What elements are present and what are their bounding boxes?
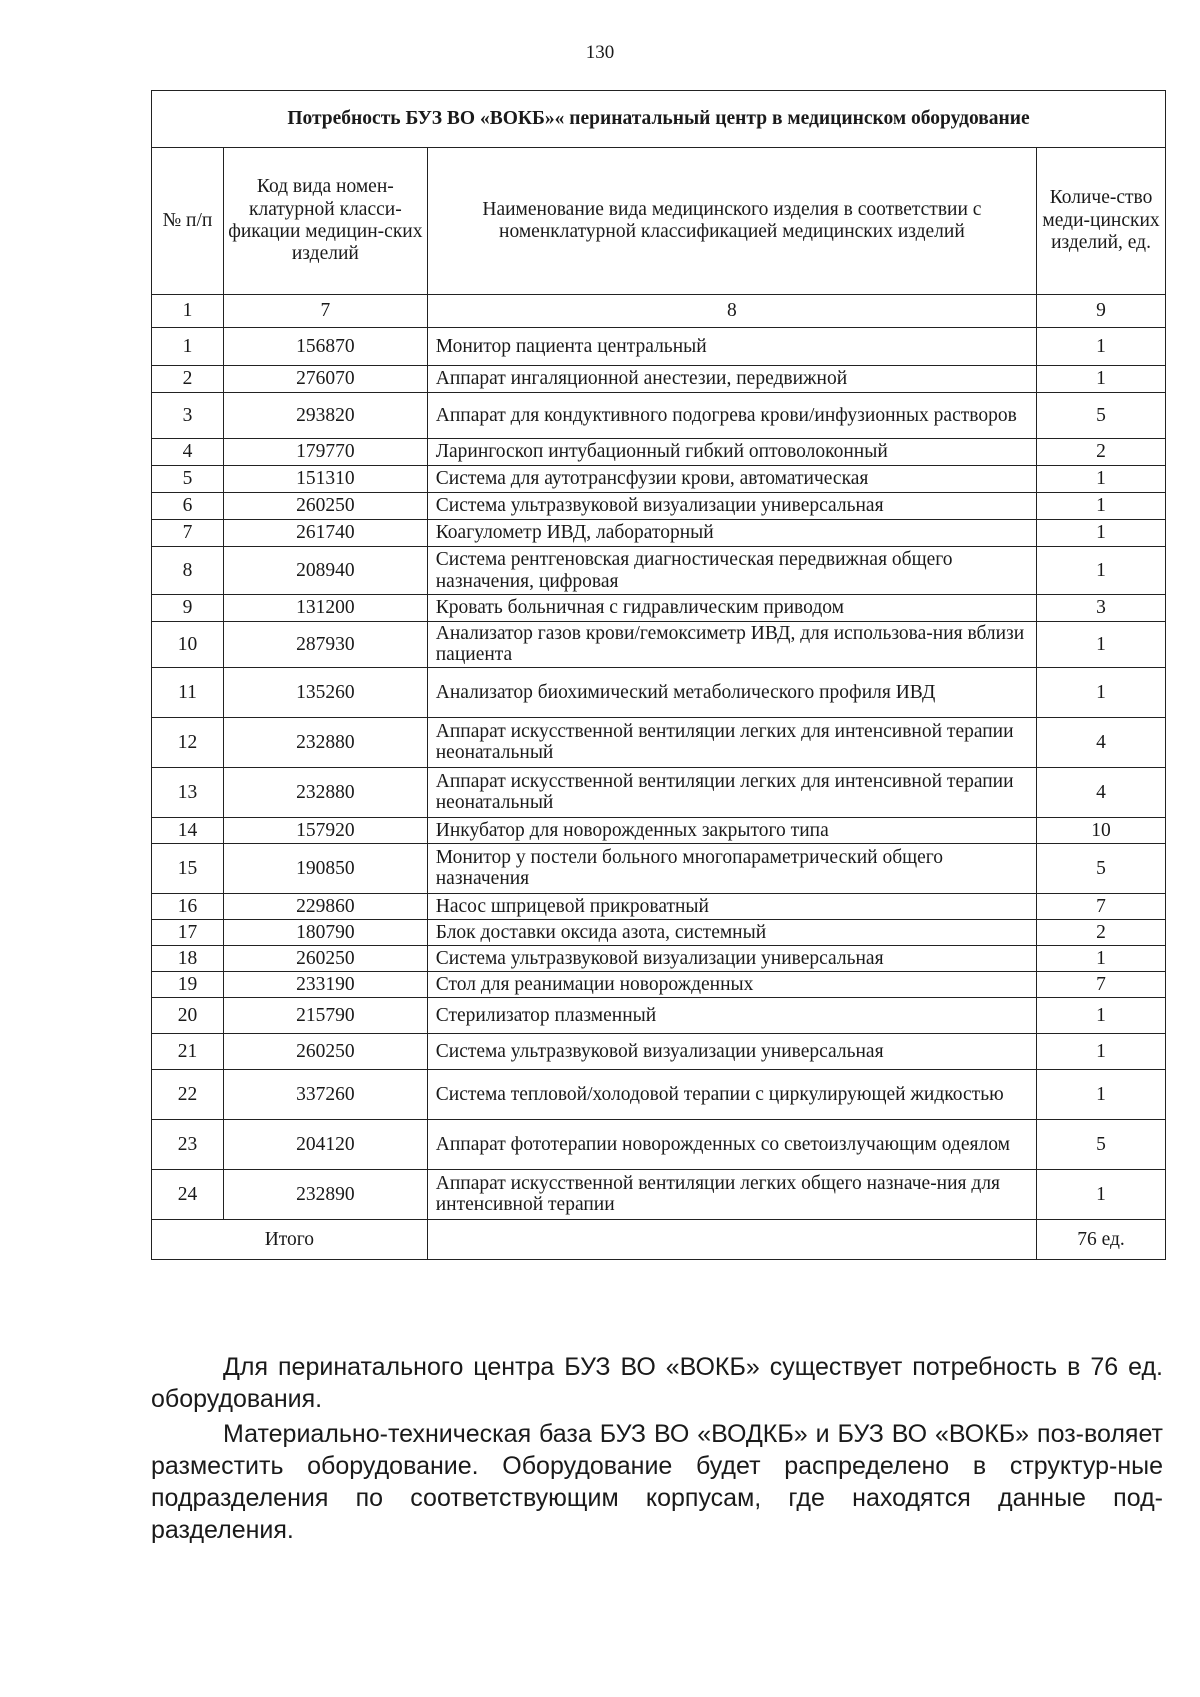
table-row: [152, 547, 1166, 595]
table-row: [152, 520, 1166, 547]
row-name: Насос шприцевой прикроватный: [427, 893, 1036, 919]
row-name: Система ультразвуковой визуализации универсальная: [427, 493, 1036, 520]
row-name: Анализатор биохимический метаболического профиля ИВД: [427, 667, 1036, 717]
row-number: 14: [152, 817, 224, 843]
row-number: 23: [152, 1119, 224, 1169]
page-number: 130: [585, 42, 615, 63]
header-code: Код вида номен-клатурной класси-фикации медицин-ских изделий: [223, 148, 427, 295]
row-number: 2: [152, 366, 224, 393]
row-code: 261740: [223, 520, 427, 547]
row-quantity: 3: [1037, 595, 1166, 622]
row-quantity: 1: [1037, 622, 1166, 668]
row-quantity: 5: [1037, 1119, 1166, 1169]
row-name: Стерилизатор плазменный: [427, 997, 1036, 1033]
row-quantity: 1: [1037, 547, 1166, 595]
row-quantity: 1: [1037, 493, 1166, 520]
table-row: [152, 893, 1166, 919]
row-number: 13: [152, 767, 224, 817]
total-row: [152, 1219, 1166, 1259]
row-name: Стол для реанимации новорожденных: [427, 971, 1036, 997]
row-name: Ларингоскоп интубационный гибкий оптоволоконный: [427, 439, 1036, 466]
row-code: 260250: [223, 1033, 427, 1069]
row-name: Аппарат ингаляционной анестезии, передвижной: [427, 366, 1036, 393]
row-quantity: 4: [1037, 767, 1166, 817]
table-row: [152, 919, 1166, 945]
table-row: [152, 328, 1166, 366]
column-number: 8: [427, 295, 1036, 328]
row-number: 7: [152, 520, 224, 547]
row-name: Монитор пациента центральный: [427, 328, 1036, 366]
table-row: [152, 667, 1166, 717]
table-row: [152, 622, 1166, 668]
row-number: 3: [152, 393, 224, 439]
row-code: 180790: [223, 919, 427, 945]
row-name: Система для аутотрансфузии крови, автоматическая: [427, 466, 1036, 493]
table-row: [152, 393, 1166, 439]
row-number: 19: [152, 971, 224, 997]
row-name: Аппарат искусственной вентиляции легких для интенсивной терапии неонатальный: [427, 767, 1036, 817]
row-name: Аппарат искусственной вентиляции легких для интенсивной терапии неонатальный: [427, 717, 1036, 767]
row-quantity: 2: [1037, 919, 1166, 945]
row-code: 293820: [223, 393, 427, 439]
row-name: Аппарат искусственной вентиляции легких общего назначе-ния для интенсивной терапии: [427, 1169, 1036, 1219]
row-quantity: 1: [1037, 366, 1166, 393]
table-title: Потребность БУЗ ВО «ВОКБ»« перинатальный центр в медицинском оборудование: [152, 91, 1166, 148]
column-number-row: [152, 295, 1166, 328]
row-quantity: 1: [1037, 667, 1166, 717]
row-code: 204120: [223, 1119, 427, 1169]
row-code: 215790: [223, 997, 427, 1033]
row-name: Анализатор газов крови/гемоксиметр ИВД, для использова-ния вблизи пациента: [427, 622, 1036, 668]
table-row: [152, 843, 1166, 893]
row-quantity: 10: [1037, 817, 1166, 843]
row-quantity: 1: [1037, 1069, 1166, 1119]
row-number: 21: [152, 1033, 224, 1069]
row-name: Система рентгеновская диагностическая передвижная общего назначения, цифровая: [427, 547, 1036, 595]
row-code: 157920: [223, 817, 427, 843]
row-quantity: 1: [1037, 466, 1166, 493]
paragraph-1: [151, 1351, 1163, 1415]
row-quantity: 7: [1037, 893, 1166, 919]
table-row: [152, 1169, 1166, 1219]
row-code: 135260: [223, 667, 427, 717]
table-row: [152, 1069, 1166, 1119]
row-quantity: 1: [1037, 1033, 1166, 1069]
row-name: Система ультразвуковой визуализации универсальная: [427, 945, 1036, 971]
row-number: 5: [152, 466, 224, 493]
row-number: 24: [152, 1169, 224, 1219]
row-number: 22: [152, 1069, 224, 1119]
row-number: 15: [152, 843, 224, 893]
equipment-table: [151, 90, 1166, 1260]
row-quantity: 7: [1037, 971, 1166, 997]
row-quantity: 1: [1037, 945, 1166, 971]
table-row: [152, 1119, 1166, 1169]
row-code: 337260: [223, 1069, 427, 1119]
row-name: Кровать больничная с гидравлическим приводом: [427, 595, 1036, 622]
row-quantity: 1: [1037, 520, 1166, 547]
row-code: 260250: [223, 945, 427, 971]
row-number: 6: [152, 493, 224, 520]
row-code: 232880: [223, 767, 427, 817]
header-num: № п/п: [152, 148, 224, 295]
row-number: 8: [152, 547, 224, 595]
paragraph-1-text: Для перинатального центра БУЗ ВО «ВОКБ» существует потребность в 76 ед. оборудования.: [151, 1353, 1163, 1413]
row-code: 287930: [223, 622, 427, 668]
table-row: [152, 1033, 1166, 1069]
total-empty-cell: [427, 1219, 1036, 1259]
row-name: Аппарат для кондуктивного подогрева крови/инфузионных растворов: [427, 393, 1036, 439]
row-code: 229860: [223, 893, 427, 919]
table-row: [152, 997, 1166, 1033]
row-code: 260250: [223, 493, 427, 520]
table-row: [152, 439, 1166, 466]
column-number: 7: [223, 295, 427, 328]
row-quantity: 5: [1037, 843, 1166, 893]
total-label: Итого: [152, 1219, 428, 1259]
row-number: 20: [152, 997, 224, 1033]
table-row: [152, 717, 1166, 767]
row-name: Система ультразвуковой визуализации универсальная: [427, 1033, 1036, 1069]
column-number: 9: [1037, 295, 1166, 328]
row-code: 179770: [223, 439, 427, 466]
row-number: 9: [152, 595, 224, 622]
row-quantity: 5: [1037, 393, 1166, 439]
row-name: Инкубатор для новорожденных закрытого типа: [427, 817, 1036, 843]
table-row: [152, 493, 1166, 520]
header-name: Наименование вида медицинского изделия в соответствии с номенклатурной классификацией медицинских изделий: [427, 148, 1036, 295]
row-code: 276070: [223, 366, 427, 393]
row-number: 18: [152, 945, 224, 971]
table-row: [152, 595, 1166, 622]
row-name: Монитор у постели больного многопараметрический общего назначения: [427, 843, 1036, 893]
table-row: [152, 466, 1166, 493]
total-value: 76 ед.: [1037, 1219, 1166, 1259]
row-number: 17: [152, 919, 224, 945]
row-number: 10: [152, 622, 224, 668]
row-number: 16: [152, 893, 224, 919]
row-name: Коагулометр ИВД, лабораторный: [427, 520, 1036, 547]
table-row: [152, 971, 1166, 997]
row-code: 156870: [223, 328, 427, 366]
row-code: 151310: [223, 466, 427, 493]
row-quantity: 1: [1037, 328, 1166, 366]
row-number: 11: [152, 667, 224, 717]
row-number: 1: [152, 328, 224, 366]
paragraph-2: [151, 1418, 1163, 1546]
table-row: [152, 767, 1166, 817]
row-name: Блок доставки оксида азота, системный: [427, 919, 1036, 945]
row-number: 4: [152, 439, 224, 466]
table-row: [152, 817, 1166, 843]
row-code: 232880: [223, 717, 427, 767]
table-row: [152, 945, 1166, 971]
row-code: 131200: [223, 595, 427, 622]
column-number: 1: [152, 295, 224, 328]
row-quantity: 1: [1037, 1169, 1166, 1219]
header-qty: Количе-ство меди-цинских изделий, ед.: [1037, 148, 1166, 295]
row-code: 232890: [223, 1169, 427, 1219]
row-number: 12: [152, 717, 224, 767]
row-quantity: 2: [1037, 439, 1166, 466]
row-name: Система тепловой/холодовой терапии с циркулирующей жидкостью: [427, 1069, 1036, 1119]
row-code: 233190: [223, 971, 427, 997]
row-quantity: 4: [1037, 717, 1166, 767]
table-row: [152, 366, 1166, 393]
paragraph-2-text: Материально-техническая база БУЗ ВО «ВОДКБ» и БУЗ ВО «ВОКБ» поз-воляет разместить оборудование. Оборудование будет распределено в структур-ные подразделения по соответствующим корпусам, где находятся данные под-разделения.: [151, 1420, 1163, 1544]
row-quantity: 1: [1037, 997, 1166, 1033]
row-code: 208940: [223, 547, 427, 595]
row-name: Аппарат фототерапии новорожденных со светоизлучающим одеялом: [427, 1119, 1036, 1169]
row-code: 190850: [223, 843, 427, 893]
